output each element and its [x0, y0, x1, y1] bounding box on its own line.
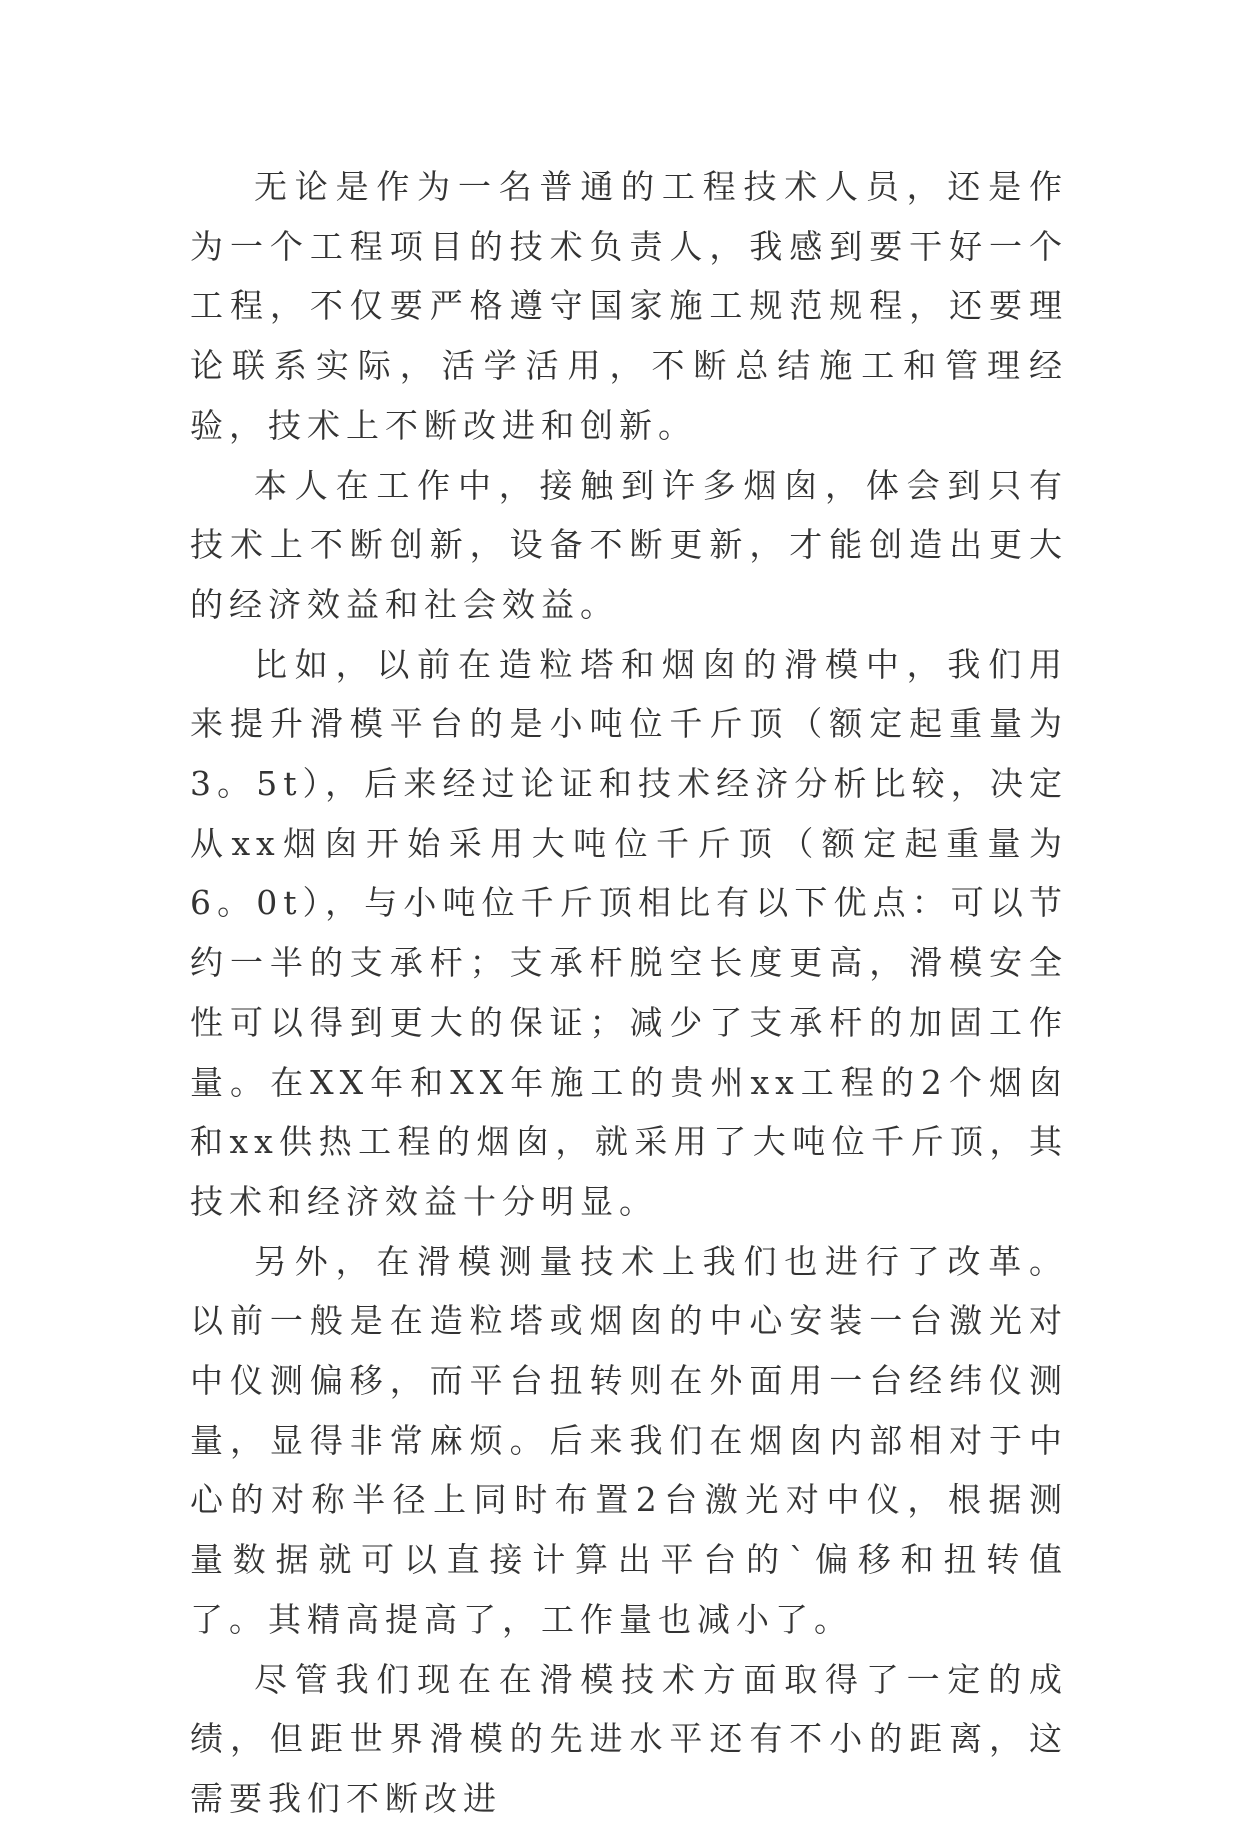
- document-body: [190, 157, 1068, 1829]
- paragraph-4: 另外，在滑模测量技术上我们也进行了改革。以前一般是在造粒塔或烟囱的中心安装一台激光对中仪测偏移，而平台扭转则在外面用一台经纬仪测量，显得非常麻烦。后来我们在烟囱内部相对于中心的对称半径上同时布置2台激光对中仪，根据测量数据就可以直接计算出平台的`偏移和扭转值了。其精高提高了，工作量也减小了。: [190, 1241, 1068, 1639]
- paragraph-3: 比如，以前在造粒塔和烟囱的滑模中，我们用来提升滑模平台的是小吨位千斤顶（额定起重量为3。5t），后来经过论证和技术经济分析比较，决定从xx烟囱开始采用大吨位千斤顶（额定起重量为6。0t），与小吨位千斤顶相比有以下优点：可以节约一半的支承杆；支承杆脱空长度更高，滑模安全性可以得到更大的保证；减少了支承杆的加固工作量。在XX年和XX年施工的贵州xx工程的2个烟囱和xx供热工程的烟囱，就采用了大吨位千斤顶，其技术和经济效益十分明显。: [190, 644, 1068, 1221]
- paragraph-1: 无论是作为一名普通的工程技术人员，还是作为一个工程项目的技术负责人，我感到要干好一个工程，不仅要严格遵守国家施工规范规程，还要理论联系实际，活学活用，不断总结施工和管理经验，技术上不断改进和创新。: [190, 167, 1068, 445]
- paragraph-2: 本人在工作中，接触到许多烟囱，体会到只有技术上不断创新，设备不断更新，才能创造出更大的经济效益和社会效益。: [190, 465, 1068, 624]
- paragraph-5: 尽管我们现在在滑模技术方面取得了一定的成绩，但距世界滑模的先进水平还有不小的距离，这需要我们不断改进: [190, 1659, 1068, 1818]
